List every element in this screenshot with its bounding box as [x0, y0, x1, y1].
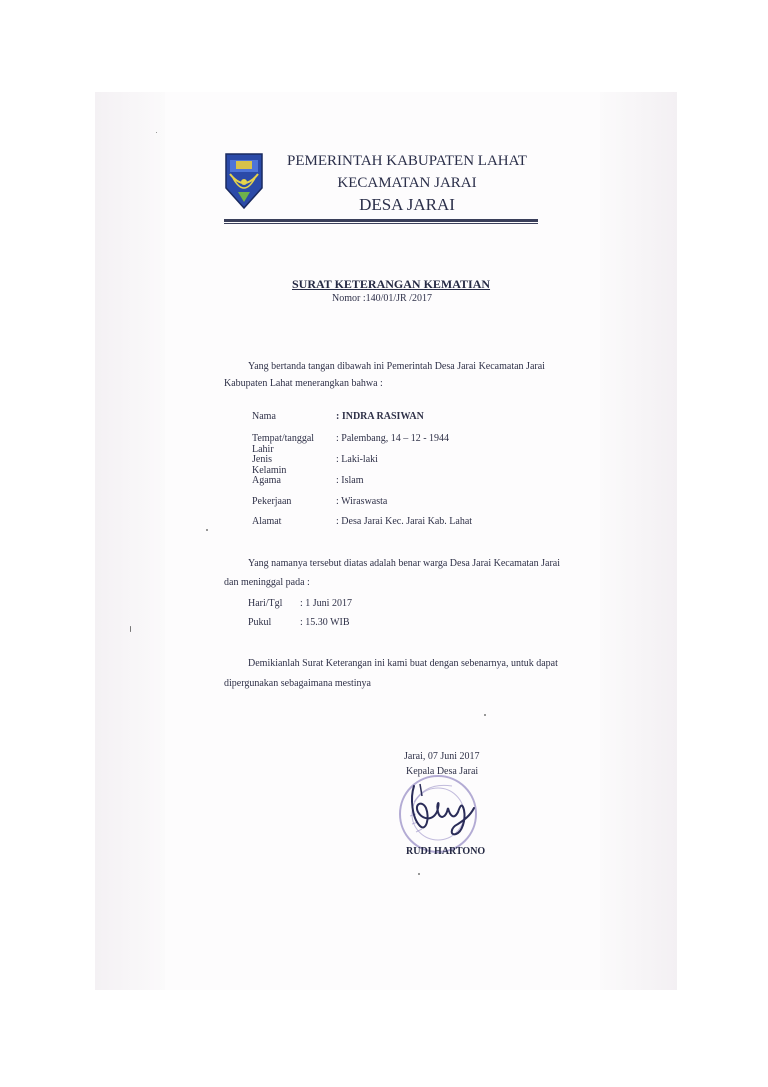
scan-edge-left [95, 92, 165, 990]
signature-position: Kepala Desa Jarai [406, 766, 479, 777]
closing-line-2: dipergunakan sebagaimana mestinya [224, 678, 371, 689]
statement-line-1: Yang namanya tersebut diatas adalah benar warga Desa Jarai Kecamatan Jarai [248, 558, 560, 569]
death-value: : 1 Juni 2017 [300, 598, 352, 609]
field-value: : Palembang, 14 – 12 - 1944 [336, 433, 450, 444]
intro-line-1: Yang bertanda tangan dibawah ini Pemerintah Desa Jarai Kecamatan Jarai [248, 361, 545, 372]
signature-place-date: Jarai, 07 Juni 2017 [404, 751, 480, 762]
field-value: : Desa Jarai Kec. Jarai Kab. Lahat [336, 516, 473, 527]
scan-speck [484, 714, 486, 716]
field-label: Tempat/tanggal Lahir [252, 433, 315, 455]
closing-line-1: Demikianlah Surat Keterangan ini kami buat dengan sebenarnya, untuk dapat [248, 658, 558, 669]
intro-line-2: Kabupaten Lahat menerangkan bahwa : [224, 378, 383, 389]
letterhead-government: PEMERINTAH KABUPATEN LAHAT [287, 153, 527, 169]
field-value: : INDRA RASIWAN [336, 411, 424, 422]
scan-speck [156, 132, 157, 133]
letterhead [272, 150, 542, 216]
document-title: SURAT KETERANGAN KEMATIAN [292, 277, 491, 291]
field-value: : Wiraswasta [336, 496, 388, 507]
field-value: : Laki-laki [336, 454, 378, 465]
field-value: : Islam [336, 475, 364, 486]
signatory-name: RUDI HARTONO [406, 846, 486, 857]
document-number: Nomor :140/01/JR /2017 [332, 293, 433, 304]
scan-edge-right [600, 92, 677, 990]
regency-emblem-icon [224, 152, 264, 210]
scanned-page [95, 92, 677, 990]
field-label: Nama [252, 411, 276, 422]
scan-speck [206, 529, 208, 531]
field-label: Pekerjaan [252, 496, 292, 507]
field-label: Jenis Kelamin [252, 454, 287, 476]
letterhead-rule [224, 219, 538, 222]
letterhead-rule-thin [224, 223, 538, 224]
death-value: : 15.30 WIB [300, 617, 350, 628]
death-label: Pukul [248, 617, 272, 628]
scan-speck [130, 626, 131, 632]
field-label: Agama [252, 475, 281, 486]
handwritten-signature-icon [400, 778, 480, 838]
statement-line-2: dan meninggal pada : [224, 577, 310, 588]
letterhead-district: KECAMATAN JARAI [337, 175, 477, 191]
letterhead-village: DESA JARAI [359, 195, 455, 214]
scan-speck [418, 873, 420, 875]
death-label: Hari/Tgl [248, 598, 283, 609]
field-label: Alamat [252, 516, 282, 527]
